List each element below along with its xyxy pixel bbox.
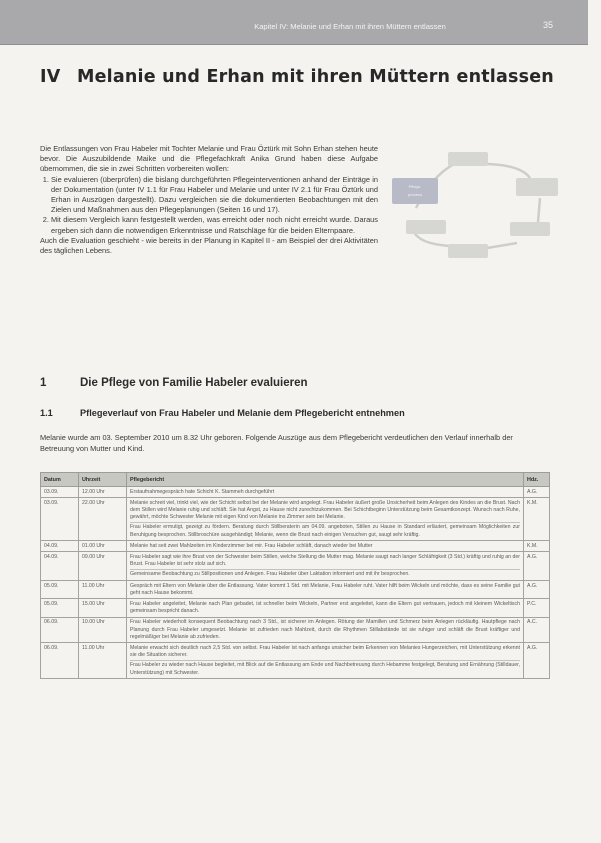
cell-date: 03.09. [41,487,79,498]
header-time: Uhrzeit [79,473,127,487]
report-entry: Frau Habeler zu wieder nach Hause begleitet, mit Blick auf die Entlassung am Ende und Nachbetreuung durch Hebamme festgelegt, Beratung und Ernährung (Stilldauer, Unterstützung) mit Schwester. [130,662,520,676]
chapter-number: IV [40,67,61,87]
report-entry: Melanie schreit viel, trinkt viel, wie der Schicht selbst bei der Melanie wird angelegt. Frau Habeler äußert große Unsicherheit beim Anlegen des Kindes an die Brust. Nach dem Stillen wird Melanie ruhig und schläft. Sie hat Angst, zu Hause nicht zurechtzukommen. Bei Schichtbeginn Unterstützung beim Gesamtkonzept. Wunsch nach Ruhe, gewährt, möchte Schwester Melanie mit eigen Kind von Melanie ins Zimmer sein bei Melanie. [130,499,520,521]
cell-time: 12.00 Uhr [79,487,127,498]
page-number: 35 [543,20,554,30]
cell-date: 06.09. [41,643,79,679]
cell-time: 11.00 Uhr [79,643,127,679]
cell-date: 03.09. [41,498,79,541]
cell-report [127,617,524,643]
report-entry: Erstaufnahmegespräch hate Schicht K. Stammeh durchgeführt [130,488,275,495]
cell-report [127,541,524,552]
subsection-heading [40,408,405,418]
diagram-node-left [406,220,446,234]
chapter-title-text: Melanie und Erhan mit ihren Müttern entlassen [77,67,554,87]
cell-time: 11.00 Uhr [79,581,127,599]
table-header-row [41,473,550,487]
diagram-node-top [448,152,488,166]
cell-time: 01.00 Uhr [79,541,127,552]
report-entry: Frau Habeler ermutigt, gezeigt zu fördern. Beratung durch Stillberaterin am 04.09. angeboten, Stillen zu Hause in Standard erläutert, gemeinsam Möglichkeiten zur Beruhigung besprochen. Stillbroschüre ausgehändigt; Melanie, wenn die Brust nach einigen Versuchen gut, saugt sehr kräftig. [130,524,520,538]
section-heading [40,377,308,389]
table-row [41,498,550,541]
diagram-center-label: Pflege- prozess [407,184,422,197]
diagram-node-right-top [516,178,558,196]
cell-sign: A.G. [524,487,550,498]
care-report-table [40,472,550,679]
table-row [41,487,550,498]
report-entry: Melanie erwacht sich deutlich nach 2,5 Std. von selbst. Frau Habeler ist nach anfangs unsicher beim Erkennen von Melanies Hungerzeichen, mit Unterstützung erkennt sie die Situation sicherer. [130,644,520,659]
section-title: Die Pflege von Familie Habeler evaluieren [80,377,308,389]
cell-sign: P.C. [524,599,550,617]
report-entry: Gespräch mit Eltern von Melanie über die Entlassung. Vater kommt 1 Std. mit Melanie, Frau Habeler ruht. Vater hilft beim Wickeln und möchte, dass es seine Familie gut geht nach Hause bekommt. [130,582,520,596]
diagram-node-right-bottom [510,222,550,236]
cell-time: 22.00 Uhr [79,498,127,541]
cell-report [127,552,524,581]
table-row [41,541,550,552]
table-row [41,552,550,581]
lead-text [40,433,548,454]
intro-closing: Auch die Evaluation geschieht - wie bereits in der Planung in Kapitel II - am Beispiel der drei Aktivitäten des täglichen Lebens. [40,235,378,256]
cell-time: 10.00 Uhr [79,617,127,643]
cell-date: 04.09. [41,541,79,552]
cell-report [127,498,524,541]
header-report: Pflegebericht [127,473,524,487]
table-row [41,617,550,643]
cell-date: 05.09. [41,581,79,599]
diagram-node-bottom [448,244,488,258]
cell-report [127,487,524,498]
table-row [41,643,550,679]
cell-sign: A.G. [524,643,550,679]
cell-report [127,643,524,679]
cell-time: 09.00 Uhr [79,552,127,581]
subsection-number: 1.1 [40,408,53,418]
cell-sign: K.M. [524,541,550,552]
table-body [41,487,550,679]
cell-date: 04.09. [41,552,79,581]
cell-time: 15.00 Uhr [79,599,127,617]
cell-date: 05.09. [41,599,79,617]
report-entry: Frau Habeler angeleitet, Melanie nach Plan gebadet, ist schneller beim Wickeln, Partner erst angeleitet, kann die Eltern gut vertrauen, jedoch mit kleinem Wickeltisch gemeinsam bespricht danach. [130,600,520,615]
table-row [41,581,550,599]
cell-sign: K.M. [524,498,550,541]
cell-sign: A.G. [524,581,550,599]
diagram-center-node [392,178,438,204]
chapter-title [40,67,554,87]
header-date: Datum [41,473,79,487]
intro-paragraph: Die Entlassungen von Frau Habeler mit Tochter Melanie und Frau Öztürk mit Sohn Erhan stehen heute bevor. Die Auszubildende Maike und die Pflegefachkraft Anika Grund haben diese Aufgabe übernommen, die sie in zwei Schritten vorbereiten wollen: [40,144,378,174]
header-sign: Hdz. [524,473,550,487]
report-entry: Frau Habeler wiederholt konsequent Beobachtung nach 3 Std., ist sicherer im Anlegen. Rötung der Mamillen und Schmerz beim Anlegen rückläufig. Hautpflege nach Planung durch Frau Habeler umgesetzt. Melanie ist zufrieden nach Mahlzeit, durch die Rhythmen Stillabstände ist sie ruhiger und schläft die Brust kräftiger und regelmäßiger bei Melanie ab zufrieden. [130,619,520,640]
report-entry: Frau Habeler sagt wie ihre Brust von der Schwester beim Stillen, welche Stellung die Mutter mag. Melanie saugt nach langer Schläfrigkeit (3 Std.) kräftig und ruhig an der Brust. Frau Habeler ist sehr stolz auf sich. [130,553,520,568]
cell-report [127,599,524,617]
cell-sign: A.C. [524,617,550,643]
lead-paragraph: Melanie wurde am 03. September 2010 um 8.32 Uhr geboren. Folgende Auszüge aus dem Pflegebericht verdeutlichen den Verlauf innerhalb der Betreuung von Mutter und Kind. [40,433,513,453]
care-process-diagram [392,148,558,260]
cell-report [127,581,524,599]
intro-text [40,144,378,256]
running-head: Kapitel IV: Melanie und Erhan mit ihren Müttern entlassen [254,22,446,31]
report-entry: Melanie hat seit zwei Mahlzeiten im Kinderzimmer bei mir. Frau Habeler schläft, danach wieder bei Mutter [130,542,373,549]
table-row [41,599,550,617]
header-divider [0,44,588,45]
report-entry: Gemeinsame Beobachtung zu Stillpositionen und Anlegen. Frau Habeler über Laktation informiert und mit ihr besprochen. [130,569,520,578]
subsection-title: Pflegeverlauf von Frau Habeler und Melanie dem Pflegebericht entnehmen [80,408,405,418]
section-number: 1 [40,377,47,389]
intro-step-1: 1. Sie evaluieren (überprüfen) die bislang durchgeführten Pflegeinterventionen anhand der Einträge in der Dokumentation (unter IV 1.1 für Frau Habeler und Melanie und unter IV 2.1 für Frau Öztürk und Erhan in Auszügen dargestellt). Dazu vergleichen sie die dokumentierten Beobachtungen mit den Zielen und Maßnahmen aus den Pflegeplanungen (Seiten 16 und 17). [51,175,378,216]
intro-steps [40,175,378,236]
intro-step-2: 2. Mit diesem Vergleich kann festgestellt werden, was erreicht oder noch nicht erreicht wurde. Daraus ergeben sich dann die notwendigen Erkenntnisse und Ratschläge für die beiden Elternpaare. [51,215,378,235]
cell-sign: A.G. [524,552,550,581]
cell-date: 06.09. [41,617,79,643]
